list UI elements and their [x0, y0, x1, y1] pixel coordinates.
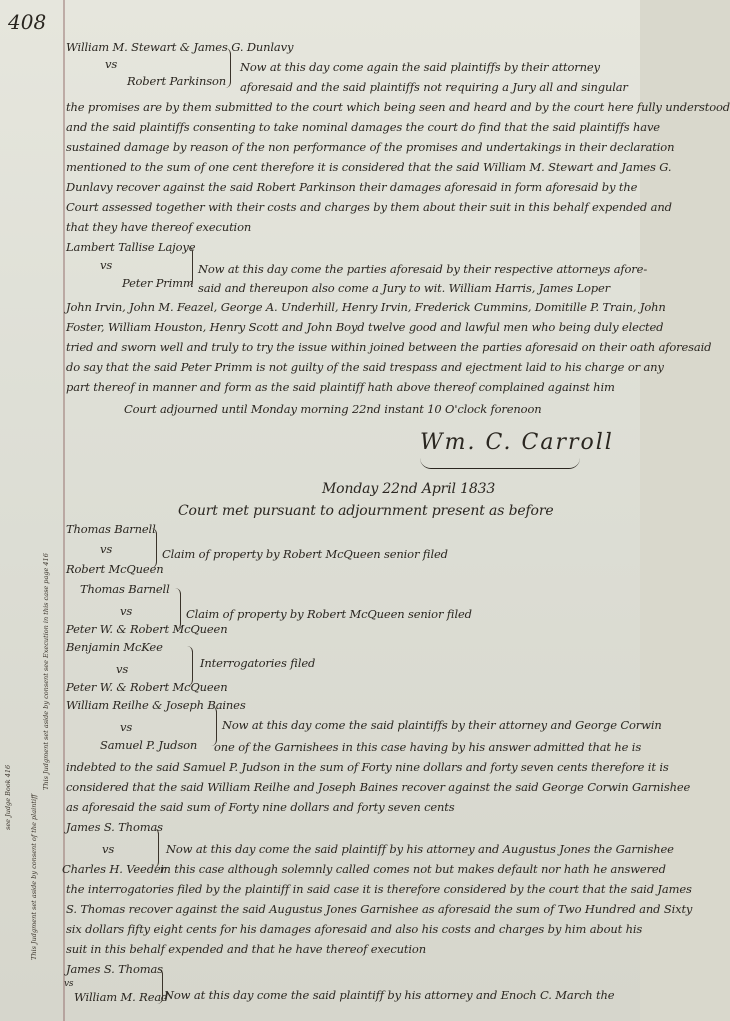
clerk-signature: Wm. C. Carroll — [420, 430, 614, 455]
court-met-heading: Court met pursuant to adjournment present as before — [178, 503, 554, 519]
case-vs: vs — [64, 979, 74, 989]
page-number: 408 — [8, 10, 47, 34]
margin-note: This Judgment set aside by consent of the plaintiff — [30, 794, 38, 960]
entry-text: Claim of property by Robert McQueen senior filed — [162, 547, 448, 561]
case-plaintiffs: William M. Stewart & James G. Dunlavy — [66, 40, 294, 54]
entry-line: one of the Garnishees in this case having by his answer admitted that he is — [214, 740, 642, 754]
adjournment-note: Court adjourned until Monday morning 22nd instant 10 O'clock forenoon — [124, 402, 542, 416]
case-defendant: Robert Parkinson — [127, 74, 226, 88]
case-defendant: Robert McQueen — [66, 562, 164, 576]
case-defendant: Samuel P. Judson — [100, 738, 198, 752]
case-vs: vs — [102, 842, 115, 856]
case-vs: vs — [116, 662, 129, 676]
entry-line: that they have thereof execution — [66, 220, 252, 234]
signature-flourish — [420, 458, 580, 469]
entry-line: aforesaid and the said plaintiffs not requiring a Jury all and singular — [240, 80, 628, 94]
entry-line: six dollars fifty eight cents for his damages aforesaid and also his costs and charges by him about his — [66, 922, 643, 936]
entry-text: Interrogatories filed — [200, 656, 316, 670]
case-defendant: Peter W. & Robert McQueen — [66, 680, 228, 694]
entry-line: as aforesaid the said sum of Forty nine dollars and forty seven cents — [66, 800, 455, 814]
entry-line: suit in this behalf expended and that he have thereof execution — [66, 942, 426, 956]
entry-line: S. Thomas recover against the said Augustus Jones Garnishee as aforesaid the sum of Two Hundred and Sixty — [66, 902, 693, 916]
case-plaintiffs: Thomas Barnell — [80, 582, 170, 596]
case-defendant: Charles H. Veeder — [62, 862, 166, 876]
entry-line: mentioned to the sum of one cent therefore it is considered that the said William M. Stewart and James G. — [66, 160, 672, 174]
entry-line: indebted to the said Samuel P. Judson in the sum of Forty nine dollars and forty seven cents therefore it is — [66, 760, 669, 774]
entry-line: the interrogatories filed by the plaintiff in said case it is therefore considered by the court that the said James — [66, 882, 692, 896]
entry-line: in this case although solemnly called comes not but makes default nor hath he answered — [160, 862, 666, 876]
case-plaintiffs: Benjamin McKee — [66, 640, 163, 654]
case-vs: vs — [100, 258, 113, 272]
margin-note: This Judgment set aside by consent see Execution in this case page 416 — [42, 553, 50, 790]
entry-line: Now at this day come the parties aforesaid by their respective attorneys afore- — [198, 262, 648, 276]
case-vs: vs — [105, 57, 118, 71]
entry-line: Now at this day come the said plaintiff by his attorney and Augustus Jones the Garnishee — [166, 842, 674, 856]
entry-line: and the said plaintiffs consenting to take nominal damages the court do find that the said plaintiffs have — [66, 120, 660, 134]
entry-line: Foster, William Houston, Henry Scott and John Boyd twelve good and lawful men who being duly elected — [66, 320, 664, 334]
entry-line: part thereof in manner and form as the said plaintiff hath above thereof complained against him — [66, 380, 615, 394]
entry-line: Now at this day come the said plaintiff by his attorney and Enoch C. March the — [164, 988, 615, 1002]
case-defendant: Peter Primm — [122, 276, 194, 290]
entry-text: Claim of property by Robert McQueen senior filed — [186, 607, 472, 621]
entry-line: said and thereupon also come a Jury to wit. William Harris, James Loper — [198, 281, 611, 295]
entry-line: Dunlavy recover against the said Robert Parkinson their damages aforesaid in form aforesaid by the — [66, 180, 638, 194]
case-plaintiffs: Lambert Tallise Lajoye — [66, 240, 196, 254]
case-vs: vs — [120, 720, 133, 734]
entry-line: Court assessed together with their costs and charges by them about their suit in this behalf expended and — [66, 200, 672, 214]
entry-line: sustained damage by reason of the non performance of the promises and undertakings in their declaration — [66, 140, 675, 154]
entry-line: the promises are by them submitted to the court which being seen and heard and by the court here fully understood — [66, 100, 730, 114]
case-plaintiffs: James S. Thomas — [66, 820, 163, 834]
case-plaintiffs: William Reilhe & Joseph Baines — [66, 698, 246, 712]
case-plaintiffs: James S. Thomas — [66, 962, 163, 976]
entry-line: Now at this day come the said plaintiffs by their attorney and George Corwin — [222, 718, 662, 732]
margin-note: see Judge Book 416 — [4, 764, 12, 830]
entry-line: Now at this day come again the said plaintiffs by their attorney — [240, 60, 600, 74]
case-defendant: William M. Read — [74, 990, 169, 1004]
case-vs: vs — [100, 542, 113, 556]
entry-line: do say that the said Peter Primm is not guilty of the said trespass and ejectment laid to his charge or any — [66, 360, 664, 374]
entry-line: John Irvin, John M. Feazel, George A. Underhill, Henry Irvin, Frederick Cummins, Domitille P. Train, John — [66, 300, 666, 314]
entry-line: considered that the said William Reilhe and Joseph Baines recover against the said George Corwin Garnishee — [66, 780, 691, 794]
entry-line: tried and sworn well and truly to try the issue within joined between the parties aforesaid on their oath aforesaid — [66, 340, 712, 354]
case-plaintiffs: Thomas Barnell — [66, 522, 156, 536]
date-heading: Monday 22nd April 1833 — [322, 481, 496, 497]
case-vs: vs — [120, 604, 133, 618]
case-defendant: Peter W. & Robert McQueen — [66, 622, 228, 636]
